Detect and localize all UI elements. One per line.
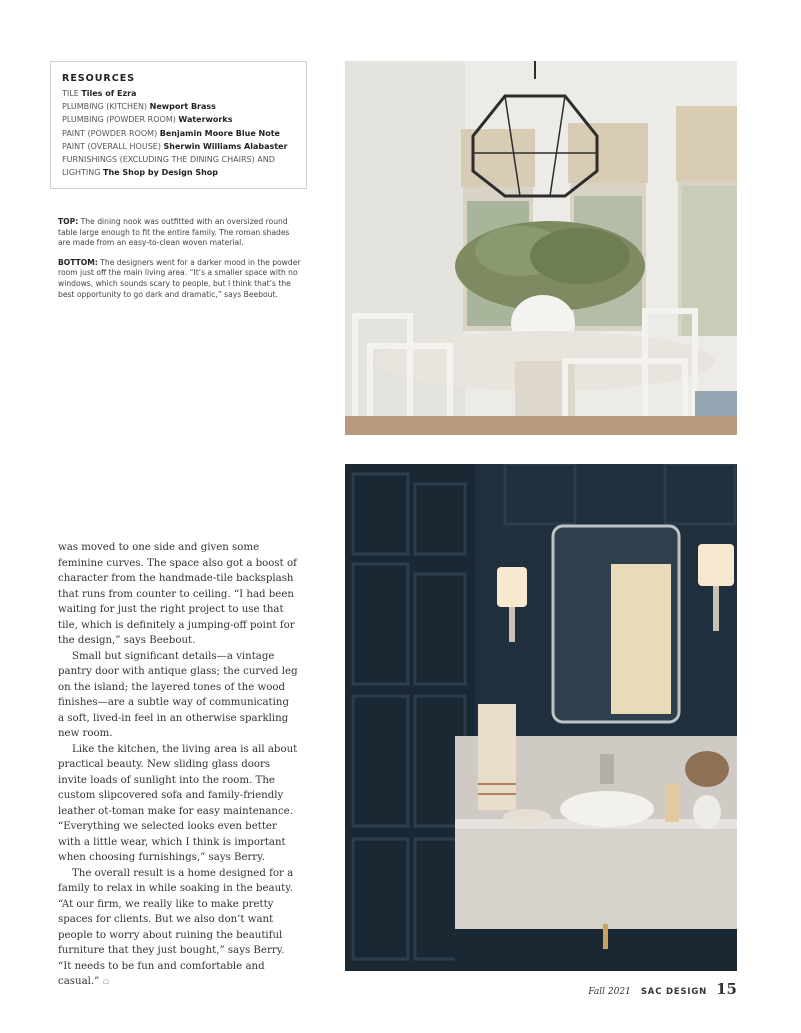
caption-top-label: TOP: xyxy=(58,217,79,226)
resource-value: Sherwin Williams Alabaster xyxy=(163,141,288,151)
body-paragraph xyxy=(58,866,298,991)
body-paragraph-text: The overall result is a home designed for a family to relax in while soaking in the beauty. “At our firm, we really like to make pretty spaces for clients. But we also don’t want people to worry about ruining the beautiful furniture that they just bought,” says Berry. “It needs to be fun and comfortable and casual.” xyxy=(58,867,294,987)
page-number: 15 xyxy=(716,980,737,998)
resource-item xyxy=(62,113,295,126)
resource-item xyxy=(62,87,295,100)
body-paragraph: was moved to one side and given some feminine curves. The space also got a boost of character from the handmade-tile backsplash that runs from counter to ceiling. “I had been waiting for just the right project to use that tile, which is definitely a jumping-off point for the design,” says Beebout. xyxy=(58,542,297,646)
end-mark-icon: ⌂ xyxy=(102,977,110,987)
photo-captions xyxy=(58,217,304,309)
resource-category: PAINT (POWDER ROOM) xyxy=(62,128,158,138)
body-paragraph: Small but significant details—a vintage pantry door with antique glass; the curved leg on the island; the layered tones of the wood finishes—are a subtle way of communicating a soft, lived-in feel in an otherwise sparkling new room. xyxy=(58,650,298,739)
resource-value: Newport Brass xyxy=(149,102,216,112)
body-paragraph: Like the kitchen, the living area is all about practical beauty. New sliding glass doors invite loads of sunlight into the room. The custom slipcovered sofa and family-friendly leather ot-toman make for easy maintenance. “Everything we selected looks even better with a little wear, which I think is important when choosing furnishings,” says Berry. xyxy=(58,743,298,863)
resources-box xyxy=(50,61,307,189)
resource-item xyxy=(62,100,295,113)
resource-value: Benjamin Moore Blue Note xyxy=(159,128,280,138)
resource-value: Tiles of Ezra xyxy=(81,89,137,98)
powder-room-illustration xyxy=(345,464,737,971)
caption-bottom xyxy=(58,258,304,300)
powder-room-photo xyxy=(345,464,737,971)
resource-item xyxy=(62,153,295,179)
resource-category: FURNISHINGS (EXCLUDING THE DINING CHAIRS) AND LIGHTING xyxy=(62,155,275,178)
resource-category: PLUMBING (KITCHEN) xyxy=(62,102,148,112)
caption-top xyxy=(58,217,304,249)
dining-nook-photo xyxy=(345,61,737,435)
issue-season: Fall 2021 xyxy=(588,987,631,997)
page-footer xyxy=(588,979,737,998)
resource-item xyxy=(62,127,295,140)
dining-nook-illustration xyxy=(345,61,737,435)
resource-category: PAINT (OVERALL HOUSE) xyxy=(62,141,161,151)
resources-heading: RESOURCES xyxy=(62,73,136,84)
magazine-name: SAC DESIGN xyxy=(640,987,708,997)
caption-bottom-label: BOTTOM: xyxy=(58,257,98,267)
resource-category: TILE xyxy=(62,89,79,98)
resource-value: The Shop by Design Shop xyxy=(103,168,219,178)
resource-value: Waterworks xyxy=(178,115,233,125)
caption-bottom-text: The designers went for a darker mood in the powder room just off the main living area. “It’s a smaller space with no windows, which sounds scary to people, but I think that’s the best opportunity to go dark and dramatic,” says Beebout. xyxy=(58,257,301,299)
resource-item xyxy=(62,140,295,153)
caption-top-text: The dining nook was outfitted with an oversized round table large enough to fit the entire family. The roman shades are made from an easy-to-clean woven material. xyxy=(58,217,290,248)
resource-category: PLUMBING (POWDER ROOM) xyxy=(62,115,176,125)
article-body xyxy=(58,540,298,991)
